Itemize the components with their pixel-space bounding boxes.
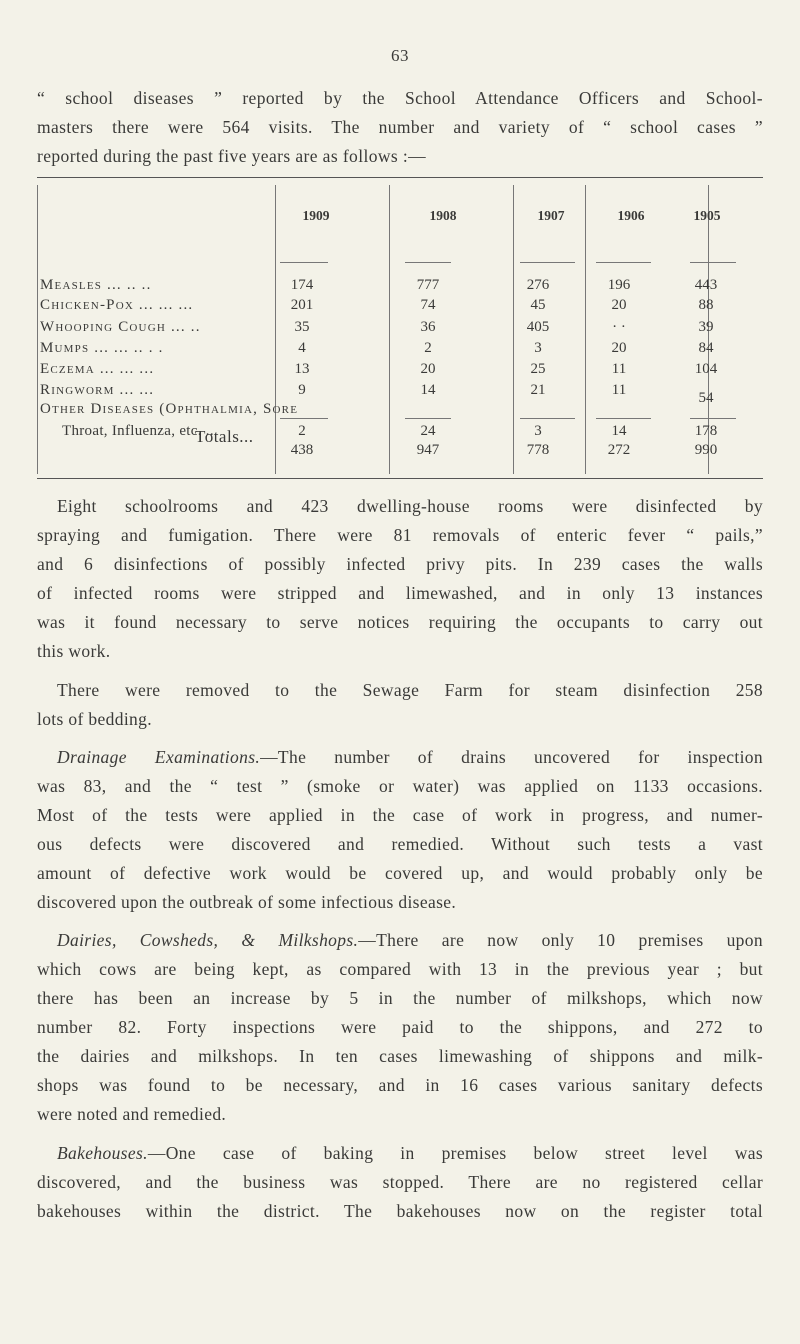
text-line: number 82. Forty inspections were paid to the shippons, and 272 to [37, 1017, 763, 1037]
text-line: discovered, and the business was stopped. There are no registered cellar [37, 1172, 763, 1192]
table-cell: 443 [694, 277, 718, 293]
text-line: were noted and remedied. [37, 1104, 227, 1124]
text-line: bakehouses within the district. The bakehouses now on the register total [37, 1201, 763, 1221]
table-cell: 13 [294, 361, 310, 377]
table-col-divider [389, 185, 390, 474]
text-run: —One case of baking in premises below street level was [147, 1143, 763, 1163]
paragraph-dairies [37, 926, 763, 1129]
table-cell: 21 [530, 382, 546, 398]
year-header: 1905 [693, 208, 721, 223]
section-heading-drainage: Drainage Examinations. [57, 747, 261, 767]
year-header: 1906 [617, 208, 645, 223]
totals-rule [520, 418, 575, 419]
row-label-eczema: Eczema ... ... ... [40, 361, 155, 377]
header-rule [596, 262, 651, 263]
table-cell: 35 [294, 319, 310, 335]
table-cell: 2 [298, 423, 306, 439]
text-line: lots of bedding. [37, 709, 152, 729]
row-label-measles: Measles ... .. .. [40, 277, 152, 293]
table-cell: 45 [530, 297, 546, 313]
table-cell: 178 [694, 423, 718, 439]
table-cell: 88 [698, 297, 714, 313]
section-heading-bakehouses: Bakehouses. [57, 1143, 148, 1163]
total-cell: 438 [290, 442, 314, 458]
header-rule [280, 262, 328, 263]
table-cell: 14 [611, 423, 627, 439]
table-cell: · · [612, 319, 626, 335]
paragraph-disinfection [37, 492, 763, 666]
text-line: which cows are being kept, as compared with 13 in the previous year ; but [37, 959, 763, 979]
row-label-mumps: Mumps ... ... .. . . [40, 340, 164, 356]
table-cell: 4 [298, 340, 306, 356]
text-line: shops was found to be necessary, and in 16 cases various sanitary defects [37, 1075, 763, 1095]
header-rule [405, 262, 451, 263]
intro-line: “ school diseases ” reported by the School Attendance Officers and School- [37, 88, 763, 108]
text-line: there has been an increase by 5 in the number of milkshops, which now [37, 988, 763, 1008]
page-number: 63 [391, 46, 409, 65]
totals-rule [690, 418, 736, 419]
text-line: and 6 disinfections of possibly infected privy pits. In 239 cases the walls [37, 554, 763, 574]
table-cell: 25 [530, 361, 546, 377]
table-cell: 24 [420, 423, 436, 439]
table-cell: 74 [420, 297, 436, 313]
header-rule [520, 262, 575, 263]
row-label-other-diseases: Other Diseases (Ophthalmia, Sore [40, 401, 299, 417]
total-cell: 272 [607, 442, 631, 458]
table-bottom-rule [37, 478, 763, 479]
text-line: amount of defective work would be covered up, and would probably only be [37, 863, 763, 883]
table-top-rule [37, 177, 763, 178]
text-line: of infected rooms were stripped and limewashed, and in only 13 instances [37, 583, 763, 603]
intro-line: reported during the past five years are as follows :— [37, 146, 427, 166]
year-header: 1909 [302, 208, 330, 223]
paragraph-bedding [37, 676, 763, 734]
text-run: —There are now only 10 premises upon [358, 930, 763, 950]
table-cell: 20 [611, 297, 627, 313]
text-line [37, 926, 763, 955]
total-cell: 778 [526, 442, 550, 458]
text-line [37, 743, 763, 772]
row-label-chicken-pox: Chicken-Pox ... ... ... [40, 297, 194, 313]
header-rule [690, 262, 736, 263]
text-line: ous defects were discovered and remedied. Without such tests a vast [37, 834, 763, 854]
totals-label: Totals... [195, 427, 254, 446]
table-col-divider [585, 185, 586, 474]
section-heading-dairies: Dairies, Cowsheds, & Milkshops. [57, 930, 359, 950]
table-cell: 20 [611, 340, 627, 356]
totals-rule [280, 418, 328, 419]
table-cell: 14 [420, 382, 436, 398]
total-cell: 947 [416, 442, 440, 458]
paragraph-drainage [37, 743, 763, 917]
intro-line: masters there were 564 visits. The number and variety of “ school cases ” [37, 117, 763, 137]
table-cell: 54 [698, 390, 714, 406]
table-cell: 20 [420, 361, 436, 377]
text-run: —The number of drains uncovered for inspection [260, 747, 763, 767]
paragraph-bakehouses [37, 1139, 763, 1226]
table-cell: 3 [534, 340, 542, 356]
total-cell: 990 [694, 442, 718, 458]
table-cell: 3 [534, 423, 542, 439]
text-line: this work. [37, 641, 111, 661]
table-col-divider [37, 185, 38, 474]
year-header: 1908 [429, 208, 457, 223]
table-cell: 9 [298, 382, 306, 398]
row-label-other-diseases-cont: Throat, Influenza, etc. .. [62, 423, 214, 439]
text-line: was 83, and the “ test ” (smoke or water) was applied on 1133 occasions. [37, 776, 763, 796]
text-line: There were removed to the Sewage Farm for steam disinfection 258 [57, 680, 763, 700]
totals-rule [596, 418, 651, 419]
text-line: discovered upon the outbreak of some infectious disease. [37, 892, 457, 912]
table-cell: 2 [424, 340, 432, 356]
table-cell: 104 [694, 361, 718, 377]
table-cell: 84 [698, 340, 714, 356]
text-line: Eight schoolrooms and 423 dwelling-house rooms were disinfected by [57, 496, 763, 516]
row-label-whooping-cough: Whooping Cough ... .. [40, 319, 201, 335]
year-header: 1907 [537, 208, 565, 223]
text-line: Most of the tests were applied in the case of work in progress, and numer- [37, 805, 763, 825]
table-cell: 39 [698, 319, 714, 335]
table-cell: 405 [526, 319, 550, 335]
text-line: the dairies and milkshops. In ten cases limewashing of shippons and milk- [37, 1046, 763, 1066]
table-cell: 174 [290, 277, 314, 293]
table-cell: 777 [416, 277, 440, 293]
row-label-ringworm: Ringworm ... ... [40, 382, 155, 398]
intro-paragraph [37, 84, 763, 171]
text-line [37, 1139, 763, 1168]
text-line: spraying and fumigation. There were 81 removals of enteric fever “ pails,” [37, 525, 763, 545]
table-cell: 196 [607, 277, 631, 293]
totals-rule [405, 418, 451, 419]
table-cell: 11 [611, 361, 627, 377]
table-cell: 36 [420, 319, 436, 335]
table-cell: 201 [290, 297, 314, 313]
table-cell: 276 [526, 277, 550, 293]
text-line: was it found necessary to serve notices requiring the occupants to carry out [37, 612, 763, 632]
table-cell: 11 [611, 382, 627, 398]
